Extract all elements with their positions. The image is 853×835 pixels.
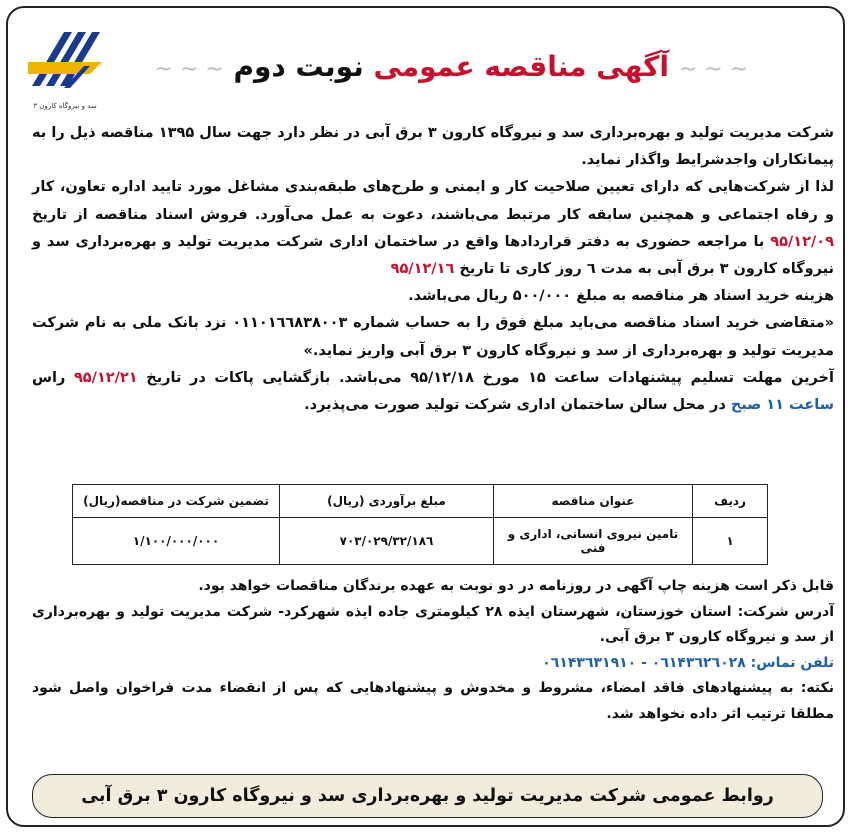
contact-phone: تلفن تماس: ۰٦۱۴۳٦۲٦۰۲۸ - ۰٦۱۴۳٦۳۱۹۱۰ (542, 654, 834, 671)
advertisement-frame (6, 6, 845, 827)
cell-estimate: ۳۲/۱۸٦/۷۰۳/۰۲۹ (280, 518, 494, 565)
paragraph-intro: شرکت مدیریت تولید و بهره‌برداری سد و نیروگاه کارون ۳ برق آبی در نظر دارد جهت سال ۱۳۹۵ مناقصه ذیل را به پیمانکاران واجدشرایط واگذار نماید. (32, 125, 834, 169)
table-row (73, 518, 768, 565)
ornament-left-icon: ~ ~ ~ (678, 57, 748, 82)
paragraph-invitation: لذا از شرکت‌هایی که دارای تعیین صلاحیت کار و ایمنی و طرح‌های طبقه‌بندی مشاغل مورد تایید اداره تعاون، کار و رفاه اجتماعی و همچنین سابقه کار مرتبط می‌باشند، دعوت به عمل می‌آورد. فروش اسناد مناقصه از تاریخ ۹۵/۱۲/۰۹ با مراجعه حضوری به دفتر قراردادها واقع در ساختمان اداری شرکت مدیریت تولید و بهره‌برداری سد و نیروگاه کارون ۳ برق آبی به مدت ٦ روز کاری تا تاریخ ۹۵/۱۲/۱٦ (32, 179, 834, 278)
cell-row-number: ۱ (693, 518, 768, 565)
logo-caption: سد و نیروگاه کارون ۳ (33, 102, 97, 110)
public-relations-footer: روابط عمومی شرکت مدیریت تولید و بهره‌برداری سد و نیروگاه کارون ۳ برق آبی (32, 774, 823, 818)
col-title-header: عنوان مناقصه (494, 485, 693, 518)
paragraph-fee: هزینه خرید اسناد هر مناقصه به مبلغ ۵۰۰/۰۰۰ ریال می‌باشد. (408, 288, 834, 305)
notes-section (32, 574, 834, 727)
opening-time: ساعت ۱۱ صبح (730, 397, 834, 414)
tender-table (72, 484, 768, 565)
sale-start-date: ۹۵/۱۲/۰۹ (770, 233, 834, 250)
page-title (154, 50, 748, 83)
col-estimate-header: مبلغ برآوردی (ریال) (280, 485, 494, 518)
sale-end-date: ۹۵/۱۲/۱٦ (390, 261, 455, 278)
paragraph-account: «متقاضی خرید اسناد مناقصه می‌باید مبلغ فوق را به حساب شماره ۰۱۱۰۱٦٦۸۳۸۰۰۳ نزد بانک ملی به نام شرکت مدیریت تولید و بهره‌برداری از سد و نیروگاه کارون ۳ برق آبی واریز نماید.» (32, 315, 834, 359)
title-main: آگهی مناقصه عمومی (373, 50, 669, 83)
opening-date: ۹۵/۱۲/۲۱ (73, 369, 138, 386)
note-disclaimer: نکته: به پیشنهادهای فاقد امضاء، مشروط و مخدوش و پیشنهادهایی که پس از انقضاء مدت فراخوان واصل شود مطلقا ترتیب اثر داده نخواهد شد. (32, 680, 834, 722)
cell-tender-title: تامین نیروی انسانی، اداری و فنی (494, 518, 693, 565)
title-round: نوبت دوم (233, 50, 364, 83)
note-print-cost: قابل ذکر است هزینه چاپ آگهی در روزنامه در دو نوبت به عهده برندگان مناقصات خواهد بود. (198, 578, 834, 594)
cell-guarantee: ۱/۱۰۰/۰۰۰/۰۰۰ (73, 518, 280, 565)
ornament-right-icon: ~ ~ ~ (154, 57, 224, 82)
company-logo (24, 26, 106, 116)
announcement-body (32, 120, 834, 419)
karun3-logo-icon (24, 26, 106, 102)
table-header-row (73, 485, 768, 518)
col-row-header: ردیف (693, 485, 768, 518)
col-guarantee-header: تضمین شرکت در مناقصه(ریال) (73, 485, 280, 518)
note-address: آدرس شرکت: استان خوزستان، شهرستان ایذه ۲۸ کیلومتری جاده ایذه شهرکرد- شرکت مدیریت تولید و بهره‌برداری از سد و نیروگاه کارون ۳ برق آبی. (32, 603, 834, 645)
paragraph-deadline: آخرین مهلت تسلیم پیشنهادات ساعت ۱۵ مورخ ۹۵/۱۲/۱۸ می‌باشد. بازگشایی پاکات در تاریخ ۹۵/۱۲/۲۱ راس ساعت ۱۱ صبح در محل سالن ساختمان اداری شرکت تولید صورت می‌پذیرد. (32, 369, 834, 414)
